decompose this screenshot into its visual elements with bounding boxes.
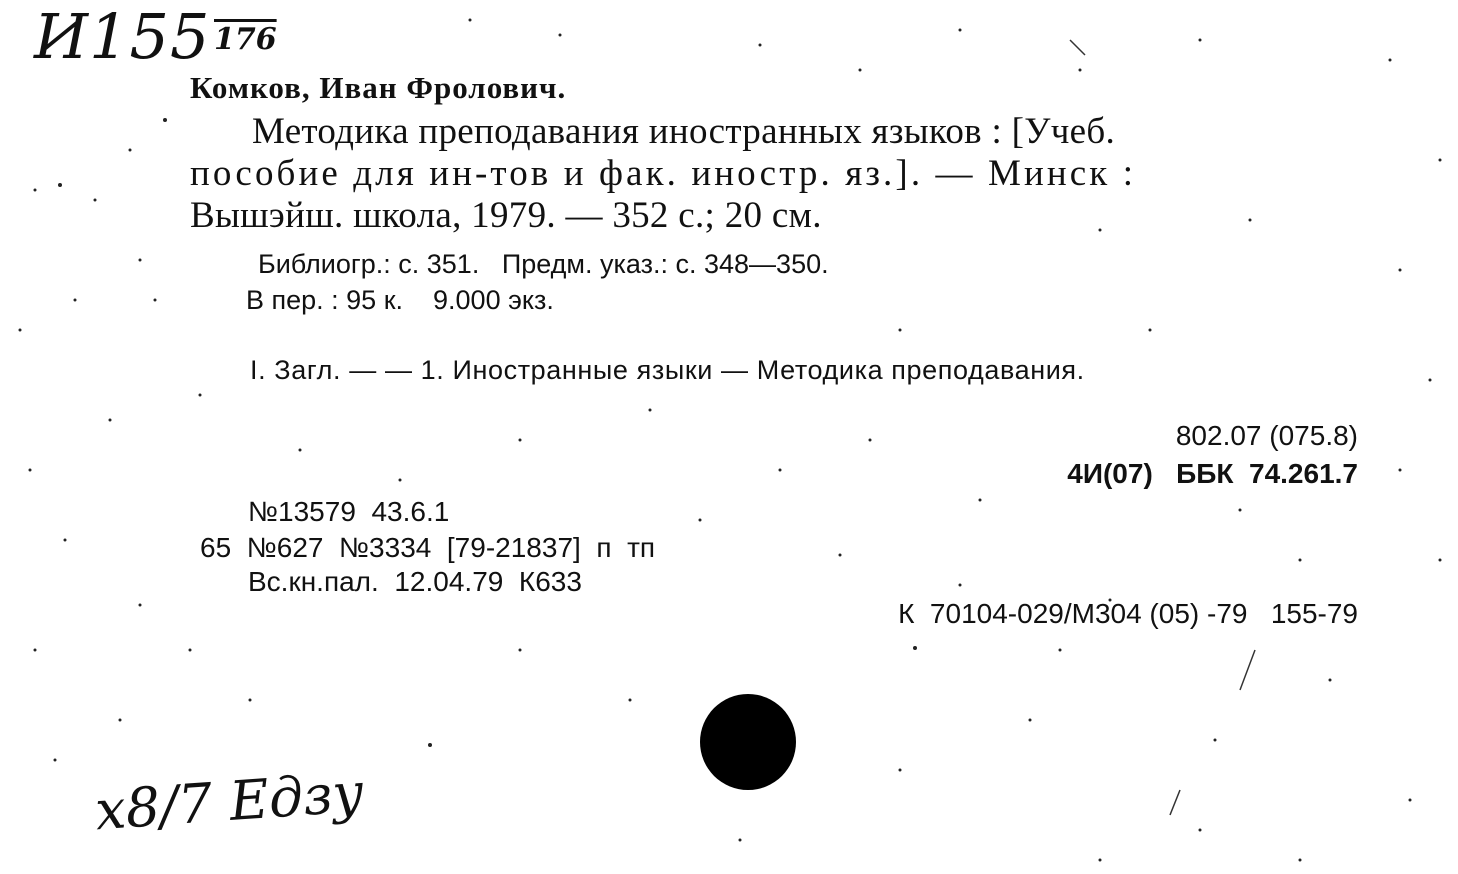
bbk-number: 4И(07) ББК 74.261.7 (1067, 458, 1358, 489)
chamber-line: Вс.кн.пал. 12.04.79 К633 (248, 566, 582, 597)
title-line-2: пособие для ин-тов и фак. иностр. яз.]. — Минск : (190, 153, 1137, 194)
call-number-handwritten: И155 (34, 0, 211, 73)
registration-line: №13579 43.6.1 (248, 496, 450, 527)
call-number-sub-handwritten: 176 (214, 22, 277, 57)
print-order-line: 65 №627 №3334 [79-21837] п тп (200, 532, 656, 563)
author-heading: Комков, Иван Фролович. (190, 70, 567, 105)
card-code: К 70104-029/М304 (05) -79 155-79 (898, 598, 1358, 629)
bibliography-note: Библиогр.: с. 351. Предм. указ.: с. 348—350. (258, 249, 829, 279)
subject-tracing: I. Загл. — — 1. Иностранные языки — Методика преподавания. (250, 355, 1085, 385)
imprint-line: Вышэйш. школа, 1979. — 352 с.; 20 см. (190, 195, 822, 236)
handwritten-note: х8/7 Едзу (93, 760, 366, 843)
price-note: В пер. : 95 к. 9.000 экз. (246, 285, 554, 315)
title-line-1: Методика преподавания иностранных языков : [Учеб. (252, 111, 1116, 152)
punch-hole (700, 694, 796, 790)
udc-number: 802.07 (075.8) (1175, 420, 1358, 451)
